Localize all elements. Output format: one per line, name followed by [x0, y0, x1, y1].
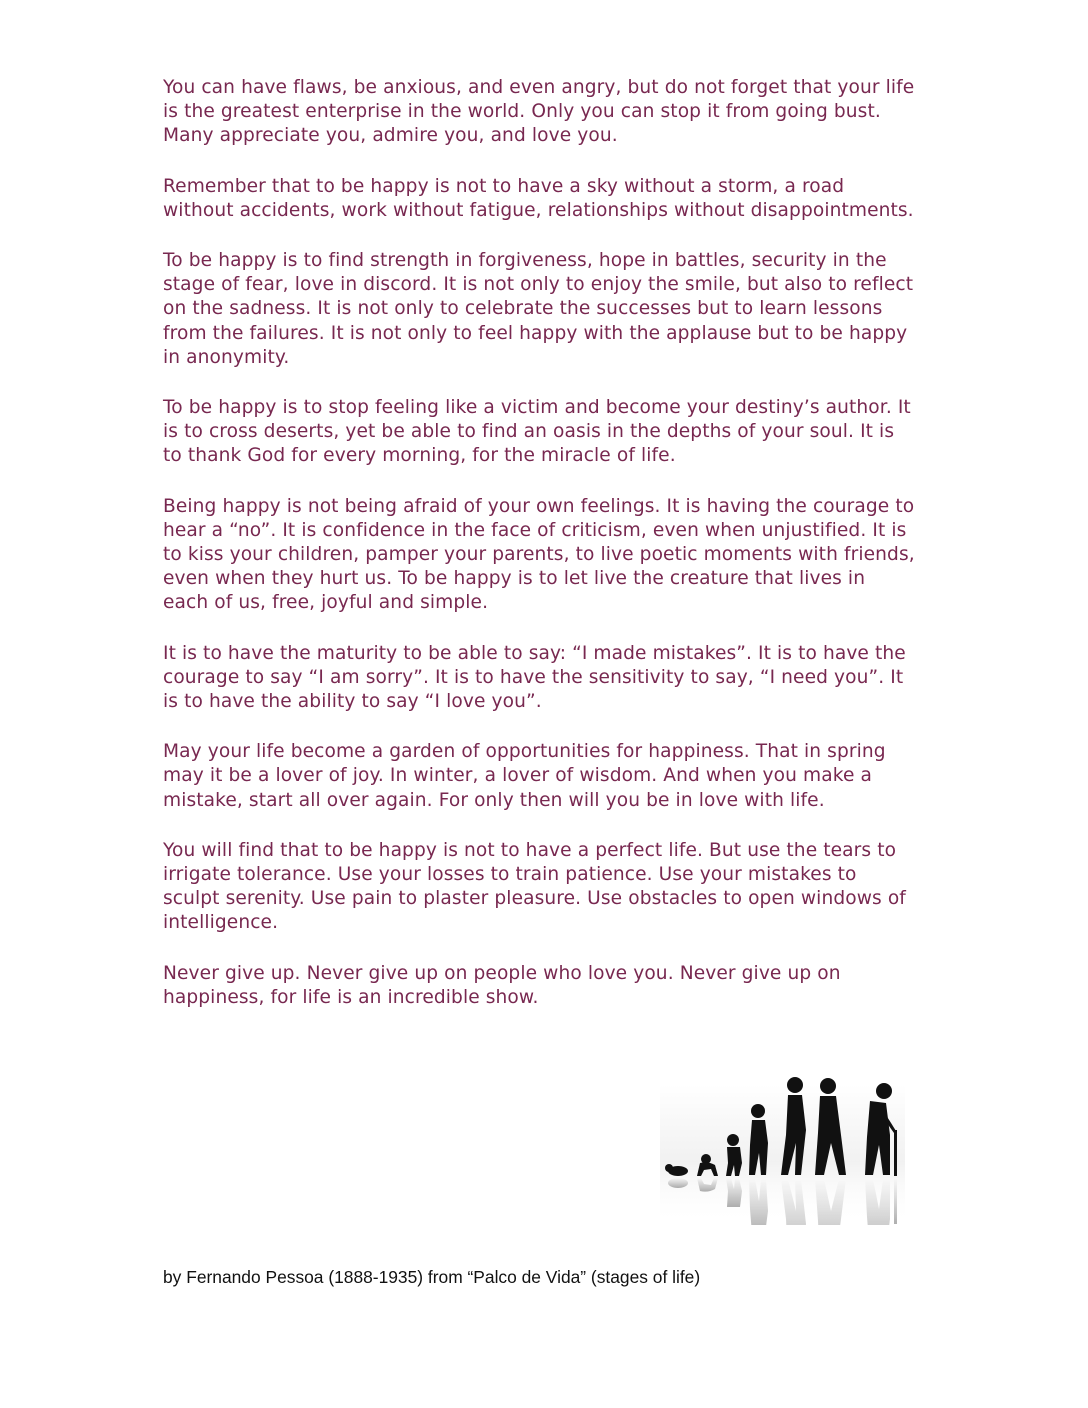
poem-paragraph-1: You can have flaws, be anxious, and even angry, but do not forget that your life is the greatest enterprise in the world. Only you can stop it from going bust. Many appreciate you, admire you, and love you. — [163, 77, 915, 147]
poem-paragraph-3: To be happy is to find strength in forgiveness, hope in battles, security in the stage of fear, love in discord. It is not only to enjoy the smile, but also to reflect on the sadness. It is not only to celebrate the successes but to learn lessons from the failures. It is not only to feel happy with the applause but to be happy in anonymity. — [163, 250, 914, 368]
poem-paragraph-8: You will find that to be happy is not to have a perfect life. But use the tears to irrigate tolerance. Use your losses to train patience. Use your mistakes to sculpt serenity. Use pain to plaster pleasure. Use obstacles to open windows of intelligence. — [163, 839, 906, 934]
poem-paragraph-2: Remember that to be happy is not to have a sky without a storm, a road without accidents, work without fatigue, relationships without disappointments. — [163, 175, 914, 221]
poem-paragraph-6: It is to have the maturity to be able to say: “I made mistakes”. It is to have the courage to say “I am sorry”. It is to have the sensitivity to say, “I need you”. It is to have the ability to say “I love you”. — [163, 642, 906, 713]
poem-paragraph-9: Never give up. Never give up on people who love you. Never give up on happiness, for life is an incredible show. — [163, 962, 841, 1008]
poem-paragraph-7: May your life become a garden of opportunities for happiness. That in spring may it be a lover of joy. In winter, a lover of wisdom. And when you make a mistake, start all over again. For only then will you be in love with life. — [163, 741, 886, 811]
attribution-line: by Fernando Pessoa (1888-1935) from “Palco de Vida” (stages of life) — [163, 1267, 701, 1287]
poem-body — [163, 76, 915, 1010]
poem-paragraph-4: To be happy is to stop feeling like a victim and become your destiny’s author. It is to cross deserts, yet be able to find an oasis in the depths of your soul. It is to thank God for every morning, for the miracle of life. — [163, 397, 911, 467]
poem-paragraph-5: Being happy is not being afraid of your own feelings. It is having the courage to hear a “no”. It is confidence in the face of criticism, even when unjustified. It is to kiss your children, pamper your parents, to live poetic moments with friends, even when they hurt us. To be happy is to let live the creature that lives in each of us, free, joyful and simple. — [163, 495, 915, 614]
stages-of-life-silhouettes-icon — [660, 1075, 905, 1225]
